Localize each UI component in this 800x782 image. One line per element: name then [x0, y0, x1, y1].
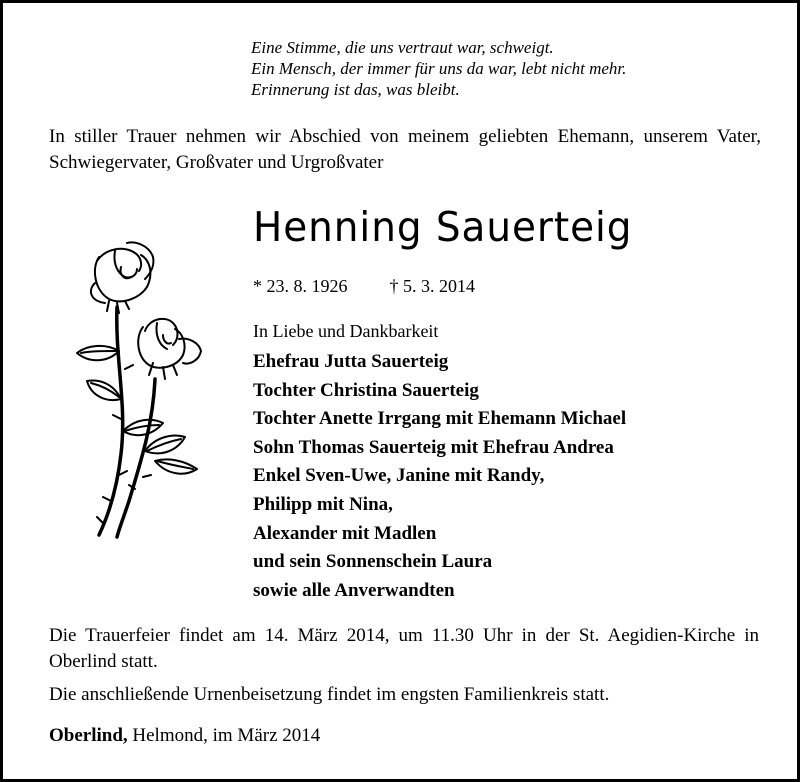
place-rest: Helmond, im März 2014	[127, 725, 321, 746]
mourner-line: sowie alle Anverwandten	[253, 579, 455, 601]
mourner-line: Sohn Thomas Sauerteig mit Ehefrau Andrea	[253, 436, 614, 458]
mourner-line: Ehefrau Jutta Sauerteig	[253, 351, 449, 372]
funeral-service-text: Die Trauerfeier findet am 14. März 2014, um 11.30 Uhr in der St. Aegidien-Kirche in Oberlind statt.	[49, 625, 759, 672]
mourner-line: Enkel Sven-Uwe, Janine mit Randy,	[253, 465, 545, 487]
thanks-line: In Liebe und Dankbarkeit	[253, 321, 439, 341]
mourner-line: Tochter Anette Irrgang mit Ehemann Michael	[253, 408, 627, 430]
rose-icon	[69, 239, 211, 541]
mourner-line: Philipp mit Nina,	[253, 493, 393, 515]
mourner-line: Alexander mit Madlen	[253, 522, 437, 544]
mourner-line: Tochter Christina Sauerteig	[253, 379, 479, 401]
life-dates	[253, 275, 475, 297]
deceased-name: Henning Sauerteig	[253, 203, 633, 251]
poem-line: Ein Mensch, der immer für uns da war, lebt nicht mehr.	[251, 59, 627, 78]
mourner-line: und sein Sonnenschein Laura	[253, 551, 493, 573]
death-date: † 5. 3. 2014	[389, 276, 475, 296]
memorial-poem	[251, 37, 626, 100]
intro-text: In stiller Trauer nehmen wir Abschied von meinem geliebten Ehemann, unserem Vater, Schwiegervater, Großvater und Urgroßvater	[49, 126, 761, 173]
urn-burial-text: Die anschließende Urnenbeisetzung findet im engsten Familienkreis statt.	[49, 684, 610, 705]
place-name: Oberlind,	[49, 725, 128, 746]
poem-line: Erinnerung ist das, was bleibt.	[251, 80, 460, 99]
mourners-list	[253, 348, 626, 605]
poem-line: Eine Stimme, die uns vertraut war, schweigt.	[251, 38, 554, 57]
place-and-date	[49, 724, 320, 748]
birth-date: * 23. 8. 1926	[253, 276, 348, 296]
